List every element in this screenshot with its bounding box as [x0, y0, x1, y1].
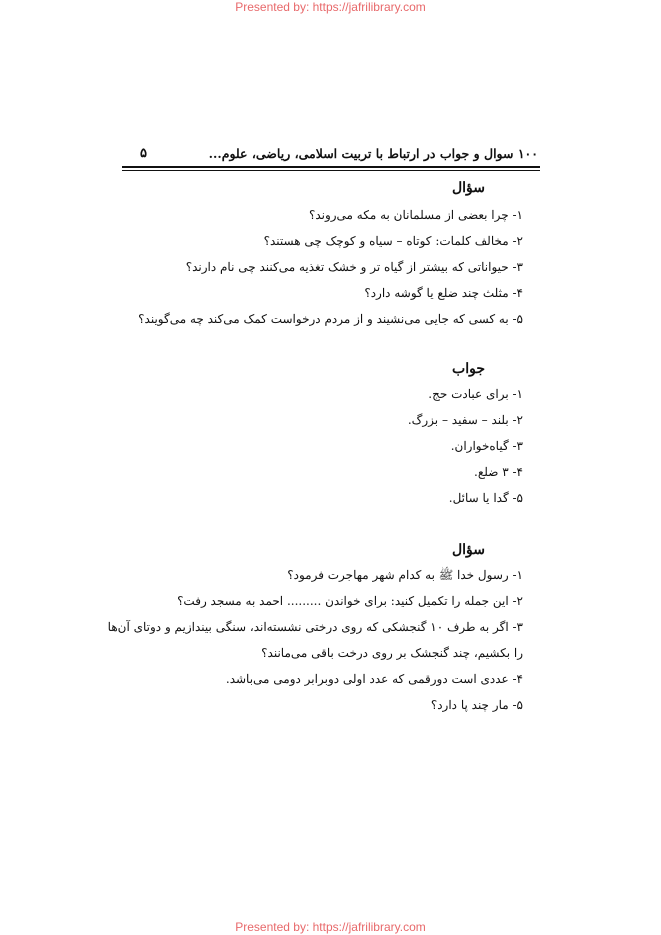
list-item-continuation: را بکشیم، چند گنجشک بر روی درخت باقی می‌مانند؟ [261, 646, 523, 660]
list-item: ۲- این جمله را تکمیل کنید: برای خواندن ......... احمد به مسجد رفت؟ [177, 594, 523, 608]
section-heading: سؤال [451, 180, 485, 196]
list-item: ۵- به کسی که جایی می‌نشیند و از مردم درخواست کمک می‌کند چه می‌گویند؟ [138, 312, 523, 326]
running-header [122, 146, 540, 166]
page-number: ۵ [140, 146, 147, 161]
list-item: ۲- مخالف کلمات: کوتاه – سیاه و کوچک چی هستند؟ [263, 234, 523, 248]
list-item: ۳- گیاه‌خواران. [450, 439, 523, 453]
watermark-top: Presented by: https://jafrilibrary.com [235, 0, 426, 14]
list-item: ۳- اگر به طرف ۱۰ گنجشکی که روی درختی نشسته‌اند، سنگی بیندازیم و دوتای آن‌ها [107, 620, 523, 634]
list-item: ۳- حیواناتی که بیشتر از گیاه تر و خشک تغذیه می‌کنند چی نام دارند؟ [185, 260, 523, 274]
header-rule-thin [122, 170, 540, 171]
list-item: ۴- مثلث چند ضلع یا گوشه دارد؟ [364, 286, 523, 300]
list-item: ۱- رسول خدا ﷺ به کدام شهر مهاجرت فرمود؟ [287, 568, 523, 582]
list-item: ۱- برای عبادت حج. [428, 387, 523, 401]
list-item: ۴- ۳ ضلع. [474, 465, 523, 479]
list-item: ۱- چرا بعضی از مسلمانان به مکه می‌روند؟ [308, 208, 523, 222]
list-item: ۴- عددی است دورقمی که عدد اولی دوبرابر دومی می‌باشد. [225, 672, 523, 686]
list-item: ۲- بلند – سفید – بزرگ. [407, 413, 523, 427]
list-item: ۵- گدا یا سائل. [448, 491, 523, 505]
header-title: ۱۰۰ سوال و جواب در ارتباط با تربیت اسلامی، ریاضی، علوم... [208, 146, 538, 161]
watermark-bottom: Presented by: https://jafrilibrary.com [235, 920, 426, 934]
section-heading: سؤال [451, 542, 485, 558]
list-item: ۵- مار چند پا دارد؟ [430, 698, 523, 712]
section-heading: جواب [452, 361, 485, 377]
header-rule-thick [122, 166, 540, 168]
